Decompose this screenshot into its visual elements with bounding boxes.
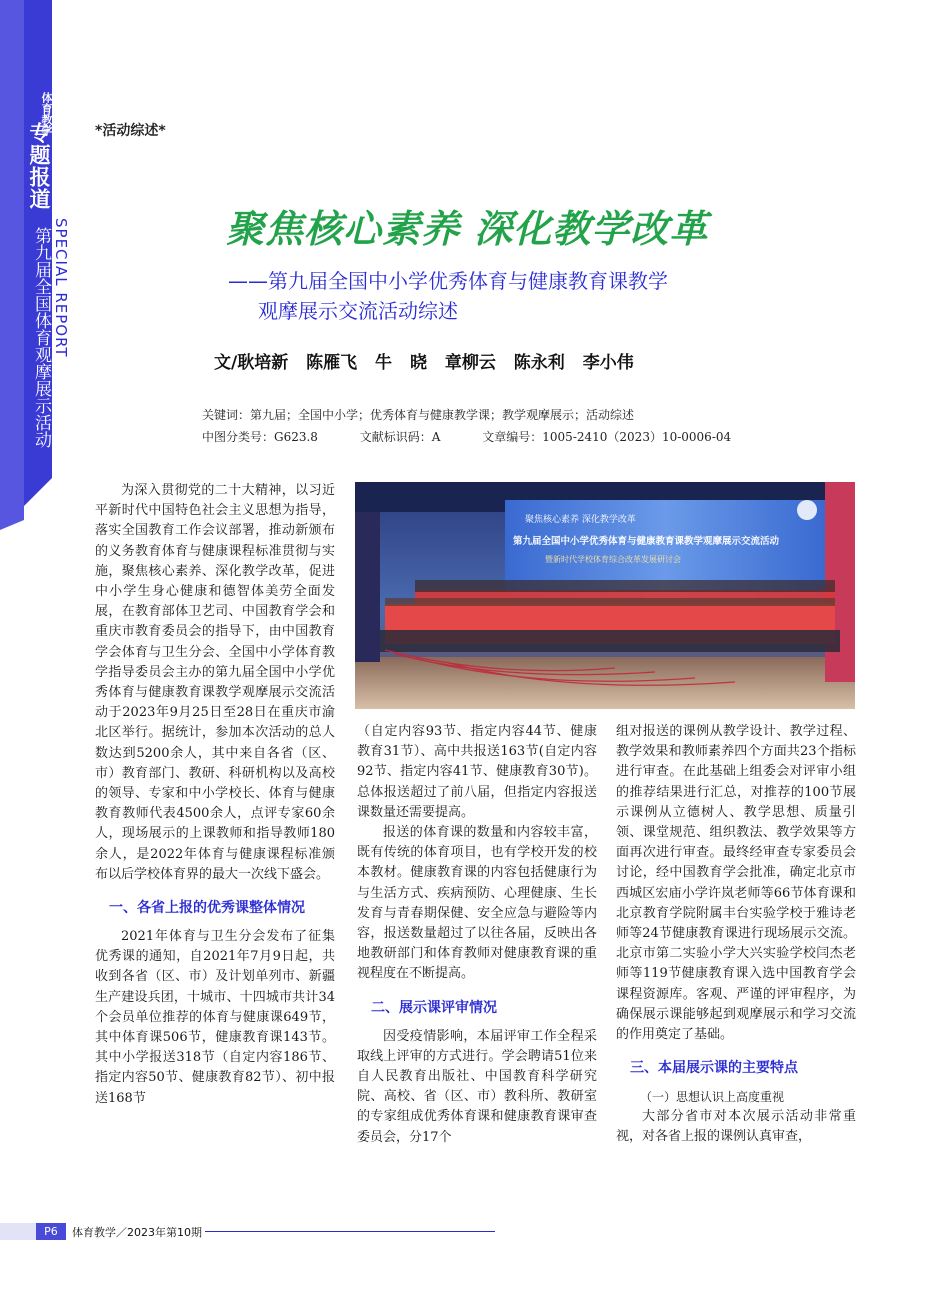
paragraph-review-process: 组对报送的课例从教学设计、教学过程、教学效果和教师素养四个方面共23个指标进行审查。在此基础上组委会对评审小组的推荐结果进行汇总，对推荐的100节展示课例从立德树人、教学思想、质量引领、课堂规范、组织教法、教学效果等方面再次进行审查。最终经审查专家委员会讨论，经中国教育学会批准，确定北京市西城区宏庙小学许岚老师等66节体育课和北京教育学院附属丰台实验学校于雅诗老师等24节健康教育课进行现场展示交流。北京市第二实验小学大兴实验学校闫杰老师等119节健康教育课入选中国教育学会课程资源库。客观、严谨的评审程序，为确保展示课能够起到观摩展示和学习交流的作用奠定了基础。 [616, 724, 856, 1043]
paragraph-submission-details: （自定内容93节、指定内容44节、健康教育31节）、高中共报送163节(自定内容92节、指定内容41节、健康教育30节)。总体报送超过了前八届，但指定内容报送课数量还需要提高。 [357, 724, 597, 820]
sidebar-magazine-name: 体育教学 [40, 92, 53, 136]
column-3 [616, 722, 856, 1148]
sidebar-section-title: 专题报道 [27, 122, 51, 210]
page-footer [0, 1222, 500, 1242]
photo-banner-sub: 暨新时代学校体育综合改革发展研讨会 [545, 555, 681, 564]
column-2 [357, 722, 597, 1148]
keywords: 关键词：第九届；全国中小学；优秀体育与健康教学课；教学观摩展示；活动综述 [202, 408, 635, 422]
page-number: P6 [36, 1223, 66, 1240]
paragraph-course-content: 报送的体育课的数量和内容较丰富，既有传统的体育项目，也有学校开发的校本教材。健康教育课的内容包括健康行为与生活方式、疾病预防、心理健康、生长发育与青春期保健、安全应急与避险等内容，报送数量超过了以往各届，反映出各地教研部门和体育教师对健康教育课的重视程度在不断提高。 [357, 825, 597, 982]
document-code: 文献标识码：A [359, 430, 441, 444]
journal-issue: 体育教学／2023年第10期 [72, 1226, 202, 1239]
article-subtitle-line2: 观摩展示交流活动综述 [258, 299, 458, 323]
article-title: 聚焦核心素养 深化教学改革 [226, 207, 709, 251]
footer-rule [205, 1231, 495, 1232]
section-tag: *活动综述* [95, 123, 166, 139]
classification-number: 中图分类号：G623.8 [202, 430, 318, 444]
article-number: 文章编号：1005-2410（2023）10-0006-04 [482, 430, 732, 444]
paragraph-submissions: 2021年体育与卫生分会发布了征集优秀课的通知，自2021年7月9日起，共收到各省（区、市）及计划单列市、新疆生产建设兵团，十城市、十四城市共计34个会员单位推荐的体育与健康课649节，其中体育课506节，健康教育课143节。其中小学报送318节（自定内容186节、指定内容50节、健康教育82节）、初中报送168节 [95, 929, 335, 1106]
heading-section-two: 二、展示课评审情况 [371, 999, 497, 1016]
paragraph-provinces: 大部分省市对本次展示活动非常重视，对各省上报的课例认真审查， [616, 1109, 856, 1145]
heading-section-three: 三、本届展示课的主要特点 [630, 1060, 798, 1077]
photo-banner-main: 第九届全国中小学优秀体育与健康教育课教学观摩展示交流活动 [513, 536, 780, 547]
photo-banner-small: 聚焦核心素养 深化教学改革 [525, 515, 636, 525]
authors: 文/耿培新 陈雁飞 牛 晓 章柳云 陈永利 李小伟 [214, 353, 634, 373]
classification-line [202, 428, 769, 445]
subheading-1: （一）思想认识上高度重视 [640, 1090, 785, 1105]
event-photo [355, 482, 855, 709]
sidebar-banner [0, 0, 52, 535]
paragraph-review: 因受疫情影响，本届评审工作全程采取线上评审的方式进行。学会聘请51位来自人民教育出版社、中国教育科学研究院、高校、省（区、市）教科所、教研室的专家组成优秀体育课和健康教育课审查委员会，分17个 [357, 1028, 597, 1145]
footer-bar [0, 1223, 36, 1240]
performers [380, 580, 840, 652]
article-subtitle-line1: ——第九届全国中小学优秀体育与健康教育课教学 [228, 269, 668, 293]
sidebar-section-subtitle: 第九届全国体育观摩展示活动 [31, 227, 51, 448]
column-1 [95, 481, 335, 1109]
paragraph-intro: 为深入贯彻党的二十大精神，以习近平新时代中国特色社会主义思想为指导，落实全国教育工作会议部署，推动新颁布的义务教育体育与健康课程标准贯彻与实施，聚焦核心素养、深化教学改革，促进中小学生身心健康和德智体美劳全面发展，在教育部体卫艺司、中国教育学会和重庆市教育委员会的指导下，由中国教育学会体育与卫生分会、全国中小学体育教学指导委员会主办的第九届全国中小学优秀体育与健康教育课教学观摩展示交流活动于2023年9月25日至28日在重庆市渝北区举行。据统计，参加本次活动的总人数达到5200余人，其中来自各省（区、市）教育部门、教研、科研机构以及高校的领导、专家和中小学校长、体育与健康教育教师代表4500余人，点评专家60余人，现场展示的上课教师和指导教师180余人，是2022年体育与健康课程标准颁布以后学校体育界的最大一次线下盛会。 [95, 483, 335, 882]
special-report-label: SPECIAL REPORT [52, 218, 70, 358]
heading-section-one: 一、各省上报的优秀课整体情况 [109, 900, 305, 917]
